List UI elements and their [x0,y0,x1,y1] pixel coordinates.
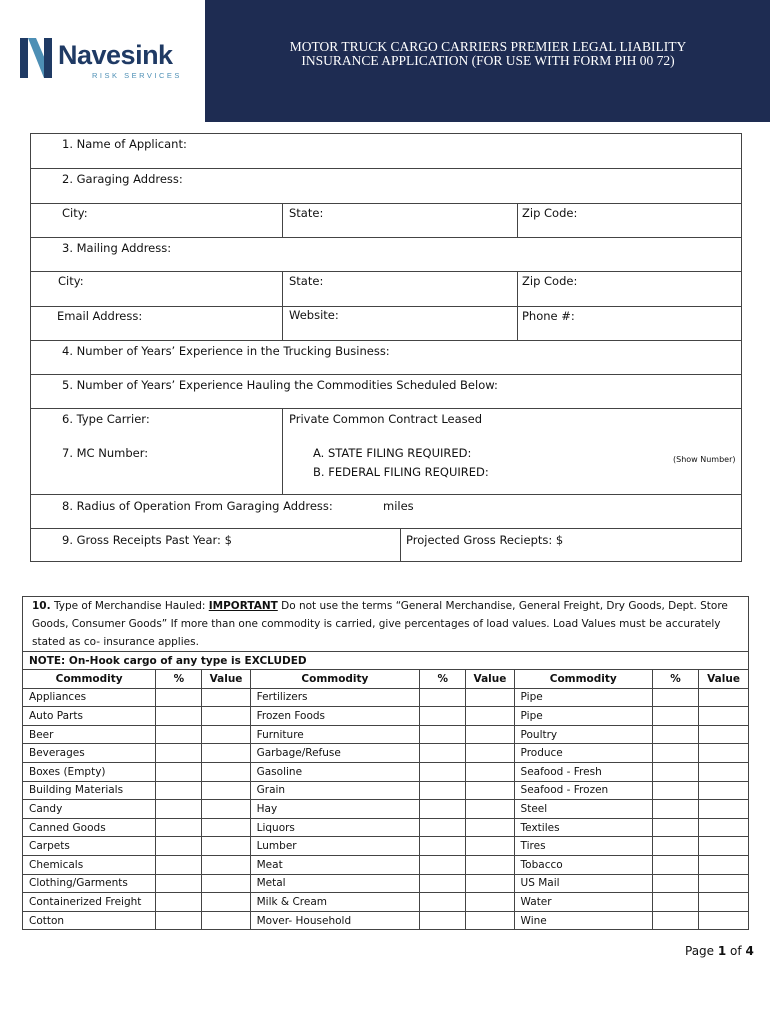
value-field[interactable] [466,800,514,819]
commodity-cell: Seafood - Frozen [514,781,652,800]
navesink-n-mark-icon [18,32,54,84]
q1-applicant-name-label: 1. Name of Applicant: [62,137,187,151]
table-row [23,911,749,930]
commodity-cell: Carpets [23,837,156,856]
mailing-zip-label: Zip Code: [522,274,578,288]
q9-gross-receipts-label: 9. Gross Receipts Past Year: $ [62,533,232,547]
percent-field[interactable] [652,911,698,930]
value-field[interactable] [202,800,250,819]
header-row [23,670,749,689]
merchandise-instructions [32,597,744,651]
value-field[interactable] [202,874,250,893]
commodity-cell: Garbage/Refuse [250,744,420,763]
garaging-zip-label: Zip Code: [522,206,578,220]
commodity-cell: Auto Parts [23,707,156,726]
value-field[interactable] [202,893,250,912]
commodity-cell: Canned Goods [23,818,156,837]
commodity-cell: Clothing/Garments [23,874,156,893]
percent-field[interactable] [652,837,698,856]
value-field[interactable] [699,762,749,781]
value-field[interactable] [466,725,514,744]
q2-garaging-address-label: 2. Garaging Address: [62,172,183,186]
commodity-cell: Textiles [514,818,652,837]
table-row [23,781,749,800]
commodity-cell: Tires [514,837,652,856]
commodity-cell: Appliances [23,688,156,707]
show-number-note: (Show Number) [673,455,736,464]
percent-field[interactable] [156,707,202,726]
column-header: % [652,670,698,689]
table-row [23,837,749,856]
radius-miles-unit: miles [383,499,414,513]
commodity-cell: Candy [23,800,156,819]
table-row [23,874,749,893]
percent-field[interactable] [652,725,698,744]
commodity-cell: Poultry [514,725,652,744]
value-field[interactable] [202,818,250,837]
q4-trucking-experience-label: 4. Number of Years’ Experience in the Trucking Business: [62,344,390,358]
value-field[interactable] [466,707,514,726]
q6-type-carrier-label: 6. Type Carrier: [62,412,150,426]
percent-field[interactable] [156,744,202,763]
q5-hauling-experience-label: 5. Number of Years’ Experience Hauling the Commodities Scheduled Below: [62,378,498,392]
carrier-type-options: Private Common Contract Leased [289,412,483,426]
of-label: of [726,944,746,958]
value-field[interactable] [699,911,749,930]
total-pages: 4 [745,944,754,958]
value-field[interactable] [699,707,749,726]
table-row [23,707,749,726]
commodity-cell: Milk & Cream [250,893,420,912]
value-field[interactable] [699,800,749,819]
commodity-cell: Chemicals [23,855,156,874]
value-field[interactable] [202,855,250,874]
email-address-label: Email Address: [57,309,143,323]
commodity-cell: Produce [514,744,652,763]
table-row [23,762,749,781]
percent-field[interactable] [652,762,698,781]
commodity-cell: Fertilizers [250,688,420,707]
logo-wordmark: Navesink [58,40,173,70]
percent-field[interactable] [420,707,466,726]
important-label: IMPORTANT [208,600,278,612]
column-header: Commodity [23,670,156,689]
on-hook-note: NOTE: On-Hook cargo of any type is EXCLUDED [23,652,749,670]
title-line-1: MOTOR TRUCK CARGO CARRIERS PREMIER LEGAL LIABILITY [289,39,687,54]
percent-field[interactable] [652,818,698,837]
garaging-city-label: City: [62,206,88,220]
value-field[interactable] [699,818,749,837]
value-field[interactable] [699,837,749,856]
table-row [23,855,749,874]
state-filing-label: A. STATE FILING REQUIRED: [313,446,472,460]
commodity-cell: Tobacco [514,855,652,874]
value-field[interactable] [699,744,749,763]
commodity-cell: Beer [23,725,156,744]
table-row [23,818,749,837]
federal-filing-label: B. FEDERAL FILING REQUIRED: [313,465,489,479]
q3-mailing-address-label: 3. Mailing Address: [62,241,172,255]
commodity-cell: Mover- Household [250,911,420,930]
percent-field[interactable] [156,781,202,800]
commodity-cell: Seafood - Fresh [514,762,652,781]
percent-field[interactable] [156,837,202,856]
item-number: 10. [32,600,51,612]
navesink-logo [18,30,193,85]
percent-field[interactable] [652,800,698,819]
percent-field[interactable] [420,855,466,874]
column-header: % [420,670,466,689]
value-field[interactable] [699,855,749,874]
table-row [23,688,749,707]
percent-field[interactable] [156,855,202,874]
phone-label: Phone #: [522,309,575,323]
instructions-part-b: Do not use the terms “General Merchandise, General Freight, Dry Goods, Dept. Store Goods, Consumer Goods” If more than one commodity is carried, give percentages of load values. Load Values must be accurately stated as co- insurance applies. [32,600,728,648]
commodity-cell: Boxes (Empty) [23,762,156,781]
column-header: % [156,670,202,689]
logo-tagline: RISK SERVICES [92,71,182,80]
percent-field[interactable] [420,818,466,837]
value-field[interactable] [466,762,514,781]
percent-field[interactable] [420,874,466,893]
page-number [685,944,754,958]
percent-field[interactable] [420,781,466,800]
q8-radius-label: 8. Radius of Operation From Garaging Address: [62,499,333,513]
applicant-info-form [30,133,742,562]
page-label: Page [685,944,718,958]
percent-field[interactable] [420,762,466,781]
commodity-cell: Containerized Freight [23,893,156,912]
value-field[interactable] [202,707,250,726]
percent-field[interactable] [652,893,698,912]
column-header: Value [466,670,514,689]
percent-field[interactable] [156,874,202,893]
percent-field[interactable] [652,781,698,800]
percent-field[interactable] [156,725,202,744]
value-field[interactable] [202,688,250,707]
column-header: Commodity [250,670,420,689]
note-row [23,652,749,670]
value-field[interactable] [699,893,749,912]
value-field[interactable] [466,688,514,707]
commodity-cell: Wine [514,911,652,930]
commodity-cell: Water [514,893,652,912]
percent-field[interactable] [156,911,202,930]
percent-field[interactable] [156,818,202,837]
commodity-cell: Steel [514,800,652,819]
percent-field[interactable] [652,874,698,893]
percent-field[interactable] [652,707,698,726]
commodity-cell: Metal [250,874,420,893]
value-field[interactable] [466,818,514,837]
table-row [23,893,749,912]
value-field[interactable] [202,837,250,856]
commodity-cell: Beverages [23,744,156,763]
value-field[interactable] [699,781,749,800]
commodity-cell: Lumber [250,837,420,856]
document-title [233,40,743,68]
percent-field[interactable] [652,744,698,763]
percent-field[interactable] [652,855,698,874]
value-field[interactable] [202,762,250,781]
percent-field[interactable] [420,688,466,707]
commodity-cell: Pipe [514,688,652,707]
table-row [23,725,749,744]
percent-field[interactable] [156,762,202,781]
commodity-cell: Gasoline [250,762,420,781]
value-field[interactable] [202,744,250,763]
percent-field[interactable] [420,893,466,912]
q7-mc-number-label: 7. MC Number: [62,446,149,460]
percent-field[interactable] [420,800,466,819]
instructions-part-a: Type of Merchandise Hauled: [50,600,209,612]
website-label: Website: [289,308,339,322]
commodity-cell: US Mail [514,874,652,893]
column-header: Value [699,670,749,689]
commodity-cell: Pipe [514,707,652,726]
percent-field[interactable] [652,688,698,707]
table-row [23,800,749,819]
title-line-2: INSURANCE APPLICATION (FOR USE WITH FORM PIH 00 72) [301,53,675,68]
percent-field[interactable] [420,911,466,930]
value-field[interactable] [202,781,250,800]
table-row [23,744,749,763]
value-field[interactable] [466,744,514,763]
percent-field[interactable] [420,744,466,763]
commodity-cell: Hay [250,800,420,819]
commodity-cell: Grain [250,781,420,800]
value-field[interactable] [699,725,749,744]
value-field[interactable] [202,725,250,744]
value-field[interactable] [466,781,514,800]
percent-field[interactable] [156,688,202,707]
commodity-cell: Liquors [250,818,420,837]
garaging-state-label: State: [289,206,324,220]
commodity-cell: Frozen Foods [250,707,420,726]
percent-field[interactable] [420,837,466,856]
percent-field[interactable] [156,800,202,819]
value-field[interactable] [466,855,514,874]
percent-field[interactable] [420,725,466,744]
value-field[interactable] [466,837,514,856]
commodity-cell: Cotton [23,911,156,930]
value-field[interactable] [699,688,749,707]
mailing-state-label: State: [289,274,324,288]
commodity-cell: Meat [250,855,420,874]
current-page: 1 [717,944,727,958]
percent-field[interactable] [156,893,202,912]
value-field[interactable] [466,874,514,893]
value-field[interactable] [466,911,514,930]
value-field[interactable] [699,874,749,893]
projected-receipts-label: Projected Gross Reciepts: $ [406,533,564,547]
commodity-cell: Building Materials [23,781,156,800]
column-header: Commodity [514,670,652,689]
mailing-city-label: City: [58,274,84,288]
commodity-cell: Furniture [250,725,420,744]
value-field[interactable] [202,911,250,930]
column-header: Value [202,670,250,689]
value-field[interactable] [466,893,514,912]
